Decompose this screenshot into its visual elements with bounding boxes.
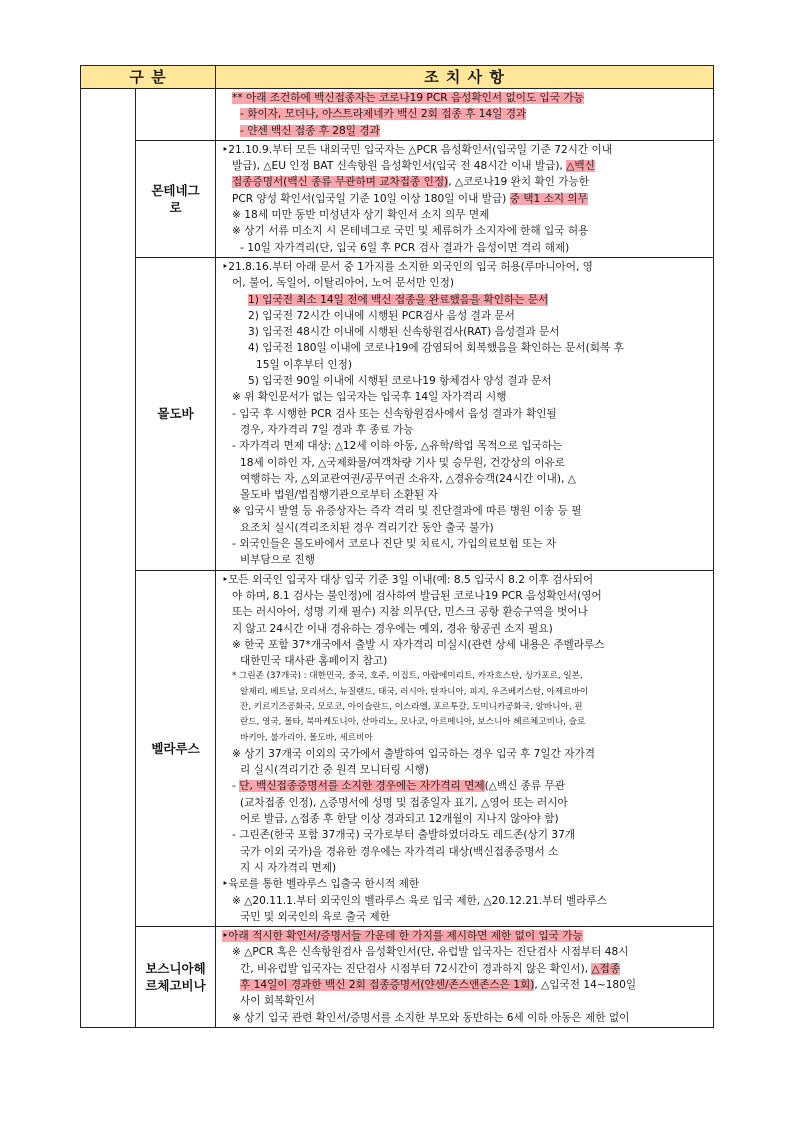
text-line: PCR 양성 확인서(입국일 기준 10일 이상 180일 이내 발급) 중 택1 소지 의무 [232,192,588,205]
text-line: - 얀센 백신 접종 후 28일 경과 [240,124,380,137]
text-line: 비부담으로 진행 [240,554,316,567]
text-line: 요조치 실시(격리조치된 경우 격리기간 동안 출국 불가) [240,521,494,534]
text-line: ※ 상기 서류 미소지 시 몬테네그로 국민 및 체류허가 소지자에 한해 입국 허용 [232,225,589,238]
text-line: ‣육로를 통한 벨라루스 입출국 한시적 제한 [222,878,420,891]
text-line: ※ 상기 37개국 이외의 국가에서 출발하여 입국하는 경우 입국 후 7일간 자가격 [232,747,595,760]
text-line: 4) 입국전 180일 이내에 코로나19에 감염되어 회복했음을 확인하는 문서(회복 후 [248,342,624,355]
measures-cell [216,140,714,257]
text-line: 5) 입국전 90일 이내에 시행된 코로나19 항체검사 양성 결과 문서 [248,375,552,388]
header-category: 구 분 [81,66,216,89]
country-cell-moldova: 몰도바 [136,257,216,570]
text-line-small: 란드, 영국, 몰타, 북마케도니아, 산마리노, 모나코, 아르메니아, 보스니아 헤르체고비나, 슬로 [240,717,586,728]
text-line: 리 실시(격리기간 중 원격 모니터링 시행) [240,764,429,777]
text-line: 야 하며, 8.1 검사는 불인정)에 검사하여 발급된 코로나19 PCR 음성확인서(영어 [232,589,602,602]
text-line: 지 않고 24시간 이내 경유하는 경우에는 예외, 경유 항공권 소지 필요) [232,622,553,635]
measures-cell [216,570,714,927]
table-row [81,570,714,927]
text-line: 2) 입국전 72시간 이내에 시행된 PCR검사 음성 결과 문서 [248,309,515,322]
text-line: 어, 불어, 독일어, 이탈리아어, 노어 문서만 인정) [232,277,455,290]
text-line-small: 알제리, 베트남, 모리셔스, 뉴질랜드, 태국, 러시아, 탄자니아, 피지, 우즈베키스탄, 아제르바이 [240,686,589,697]
text-line: 지 시 자가격리 면제) [240,861,337,874]
text-line: - 입국 후 시행한 PCR 검사 또는 신속항원검사에서 음성 결과가 확인될 [232,407,557,420]
text-line: ‣21.8.16.부터 아래 문서 중 1가지를 소지한 외국인의 입국 허용(루마니아어, 영 [222,260,593,273]
text-line-small: 잔, 키르기즈공화국, 모로코, 아이슬란드, 이스라엘, 포르투갈, 도미니카공화국, 알바니아, 핀 [240,701,583,712]
table-row [81,927,714,1028]
measures-cell [216,927,714,1028]
text-line: ※ 상기 입국 관련 확인서/증명서를 소지한 부모와 동반하는 6세 이하 아동은 제한 없이 [232,1011,630,1024]
text-line: - 그린존(한국 포함 37개국) 국가로부터 출발하였더라도 레드존(상기 37개 [232,829,576,842]
text-line: 또는 러시아어, 성명 기재 필수) 지참 의무(단, 민스크 공항 환승구역을 벗어나 [232,606,588,619]
text-line: ‣아래 적시한 확인서/증명서들 가운데 한 가지를 제시하면 제한 없이 입국 가능 [222,930,583,943]
text-line: ※ 입국시 발열 등 유증상자는 즉각 격리 및 진단결과에 따른 병원 이송 등 필 [232,505,582,518]
text-line: 1) 입국전 최소 14일 전에 백신 접종을 완료했음을 확인하는 문서 [248,293,549,306]
text-line: ※ 한국 포함 37*개국에서 출발 시 자가격리 미실시(관련 상세 내용은 주벨라루스 [232,638,605,651]
text-line: - 화이자, 모더나, 아스트라제네카 백신 2회 접종 후 14일 경과 [240,108,527,121]
text-line: ※ △PCR 혹은 신속항원검사 음성확인서(단, 유럽발 입국자는 진단검사 시점부터 48시 [232,946,629,959]
text-line: - 단, 백신접종증명서를 소지한 경우에는 자가격리 면제(△백신 종류 무관 [232,780,565,793]
measures-table [80,65,714,1028]
text-line: ※ 18세 미만 동반 미성년자 상기 확인서 소지 의무 면제 [232,209,490,222]
text-line: 여행하는 자, △외교관여권/공무여권 소유자, △경유승객(24시간 이내), △ [240,472,576,485]
country-cell-blank [136,89,216,141]
text-line: ※ △20.11.1.부터 외국인의 벨라루스 육로 입국 제한, △20.12.21.부터 벨라루스 [232,894,607,907]
text-line: - 자가격리 면제 대상: △12세 이하 아동, △유학/학업 목적으로 입국하는 [232,440,563,453]
text-line: 경우, 자가격리 7일 경과 후 종료 가능 [240,423,414,436]
text-line: 간, 비유럽발 입국자는 진단검사 시점부터 72시간이 경과하지 않은 확인서), △접종 [240,962,621,975]
table-row [81,257,714,570]
text-line: 국민 및 외국인의 육로 출국 제한 [240,910,390,923]
table-row [81,140,714,257]
text-line: 후 14일이 경과한 백신 2회 접종증명서(얀센/존스앤존스은 1회), △입국전 14~180일 [240,979,637,992]
text-line: 18세 이하인 자, △국제화물/여객차량 기사 및 승무원, 건강상의 이유로 [240,456,565,469]
table-header-row [81,66,714,89]
table-row [81,89,714,141]
text-line: ‣21.10.9.부터 모든 내외국민 입국자는 △PCR 음성확인서(입국일 기준 72시간 이내 [222,143,612,156]
measures-cell [216,257,714,570]
text-line: (교차접종 인정), △증명서에 성명 및 접종일자 표기, △영어 또는 러시아 [240,796,568,809]
header-measures: 조 치 사 항 [216,66,714,89]
text-line: 발급), △EU 인정 BAT 신속항원 음성확인서(입국 전 48시간 이내 발급), △백신 [232,160,595,173]
text-line: - 10일 자가격리(단, 입국 6일 후 PCR 검사 결과가 음성이면 격리 해제) [240,241,570,254]
text-line: ‣모든 외국인 입국자 대상 입국 기준 3일 이내(예: 8.5 입국시 8.2 이후 검사되어 [222,573,594,586]
text-line-small: * 그린존 (37개국) : 대한민국, 중국, 호주, 이집트, 아랍에미리트, 카자흐스탄, 싱가포르, 일본, [232,671,583,682]
country-cell-montenegro: 몬테네그 로 [136,140,216,257]
text-line: ** 아래 조건하에 백신접종자는 코로나19 PCR 음성확인서 없이도 입국 가능 [232,92,584,104]
text-line: ※ 위 확인문서가 없는 입국자는 입국후 14일 자가격리 시행 [232,391,507,404]
text-line: 어로 발급, △접종 후 한달 이상 경과되고 12개월이 지나지 않아야 함) [240,813,559,826]
country-cell-bosnia: 보스니아헤 르체고비나 [136,927,216,1028]
text-line: 3) 입국전 48시간 이내에 시행된 신속항원검사(RAT) 음성결과 문서 [248,326,560,339]
text-line: 15일 이후부터 인정) [256,358,352,371]
region-blank-cell [81,89,136,1028]
text-line: 몰도바 법원/법집행기관으로부터 소환된 자 [240,489,438,502]
text-line: 대한민국 대사관 홈페이지 참고) [240,655,388,668]
text-line: 사이 회복확인서 [240,995,316,1008]
text-line-small: 바키아, 불가리아, 몰도바, 세르비아 [240,732,373,743]
measures-cell [216,89,714,141]
text-line: 접종증명서(백신 종류 무관하며 교차접종 인정), △코로나19 완치 확인 가능한 [232,176,589,189]
text-line: - 외국인들은 몰도바에서 코로나 진단 및 치료시, 가입의료보험 또는 자 [232,538,557,551]
text-line: 국가 이외 국가)을 경유한 경우에는 자가격리 대상(백신접종증명서 소 [240,845,559,858]
country-cell-belarus: 벨라루스 [136,570,216,927]
